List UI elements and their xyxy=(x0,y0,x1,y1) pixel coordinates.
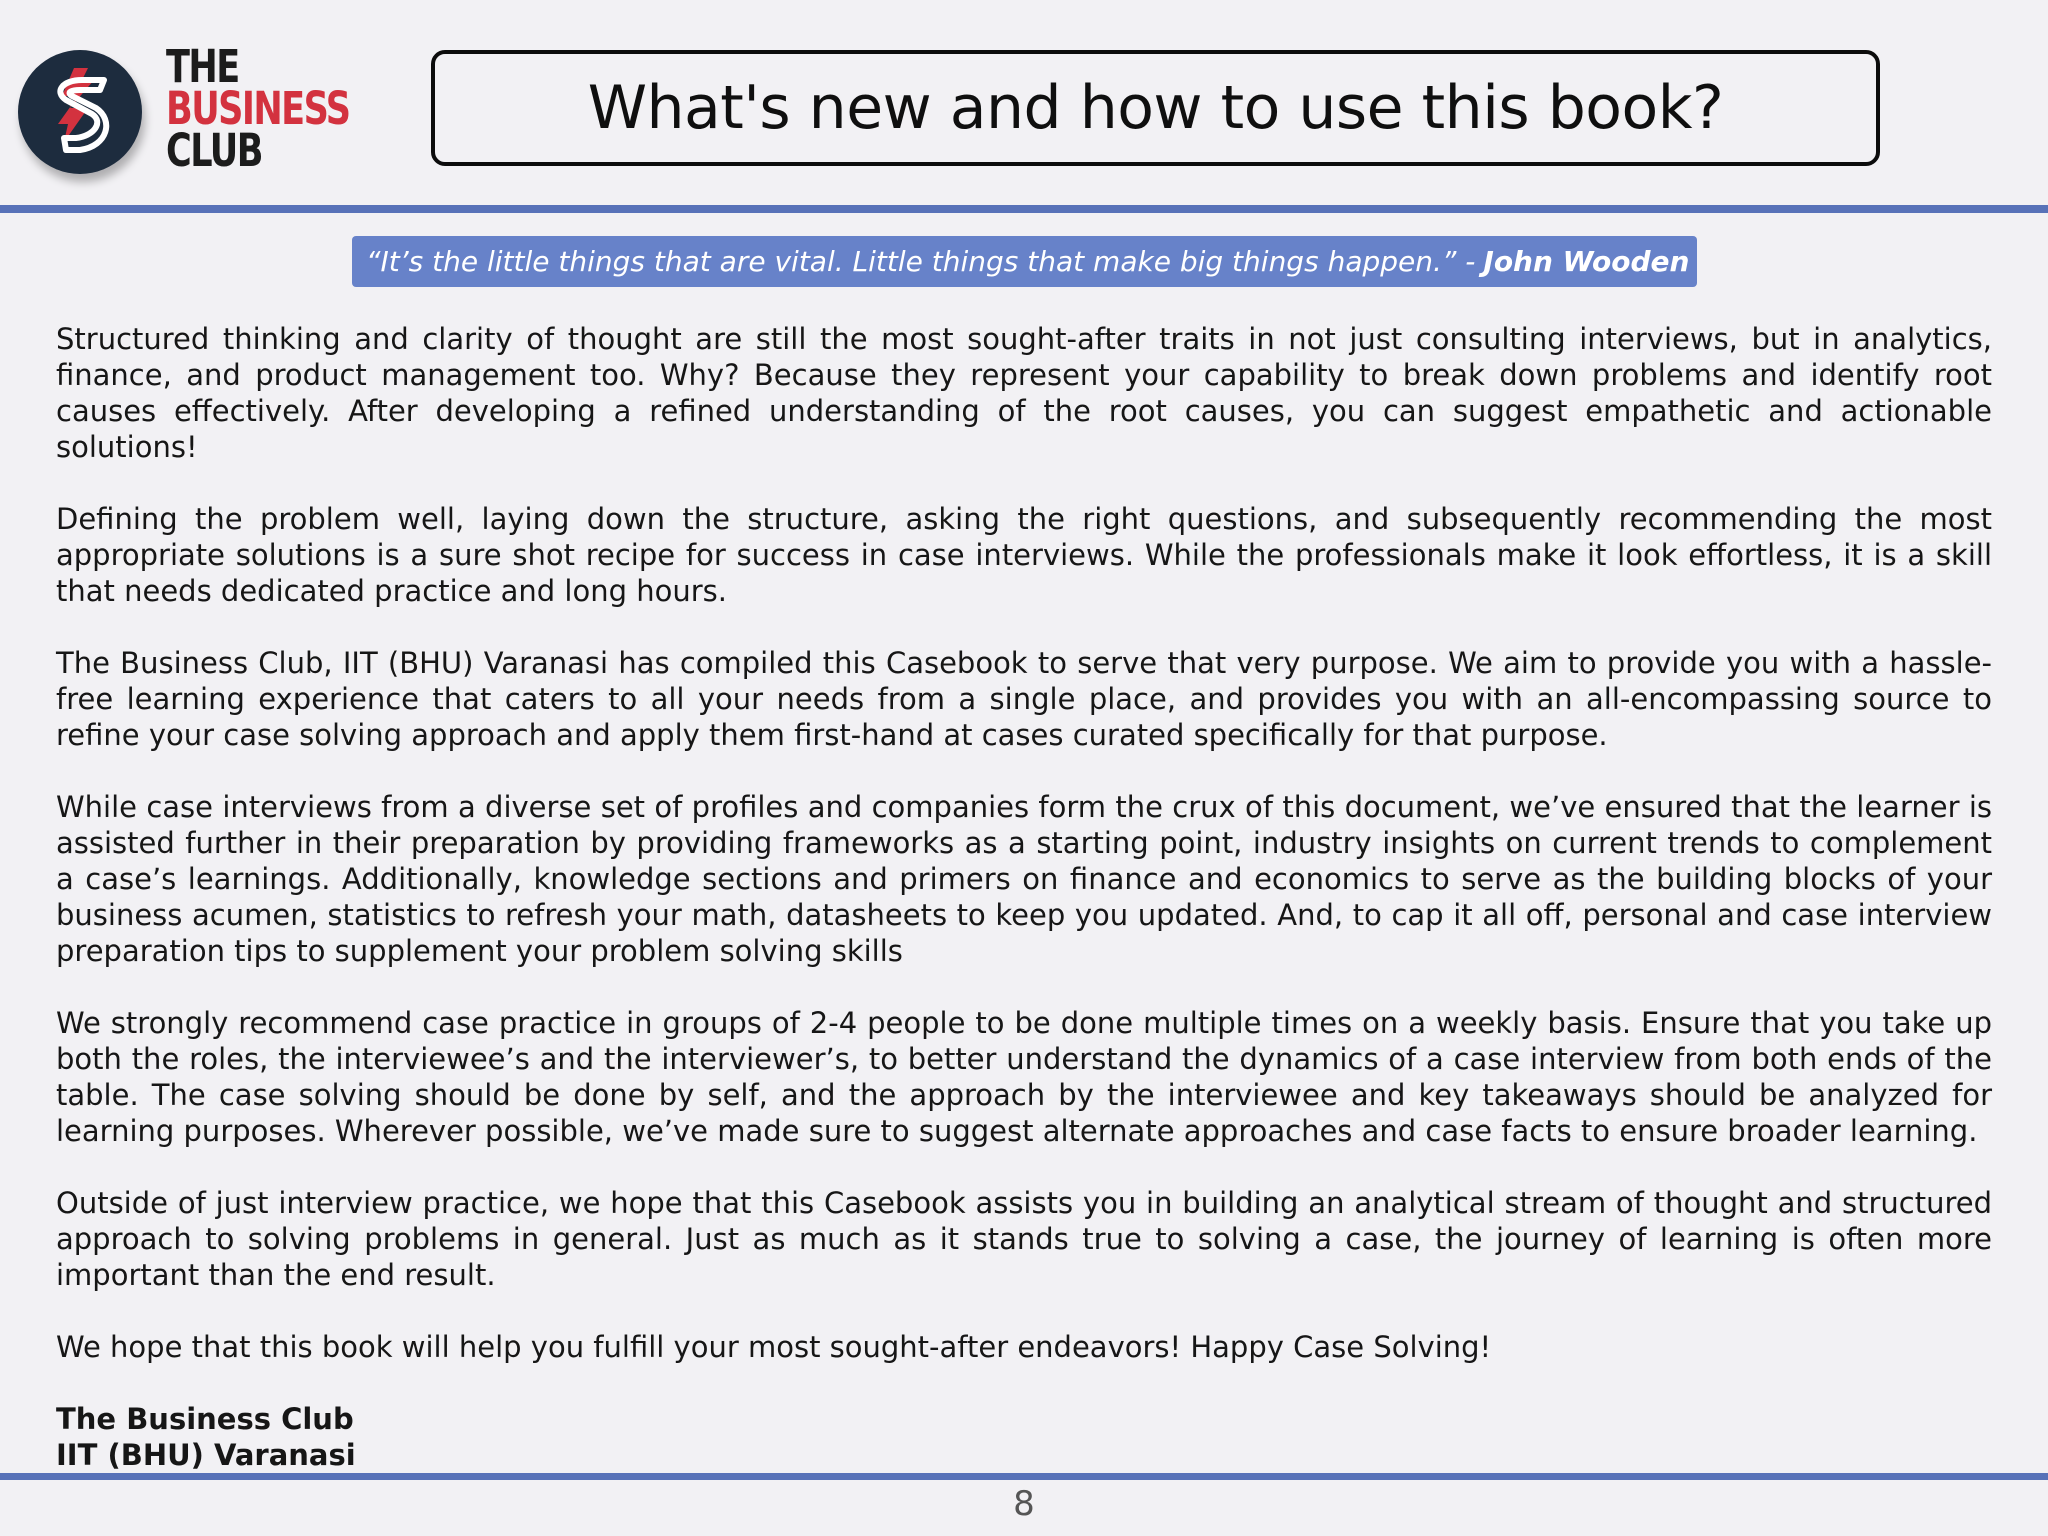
page-title: What's new and how to use this book? xyxy=(587,73,1724,143)
paragraph: We strongly recommend case practice in groups of 2-4 people to be done multiple times on a weekly basis. Ensure that you take up both the roles, the interviewee’s and the interviewer’s, to better understand the dynamics of a case interview from both ends of the table. The case solving should be done by self, and the approach by the interviewee and key takeaways should be analyzed for learning purposes. Wherever possible, we’ve made sure to suggest alternate approaches and case facts to ensure broader learning. xyxy=(56,1006,1992,1148)
paragraph: Outside of just interview practice, we hope that this Casebook assists you in building an analytical stream of thought and structured approach to solving problems in general. Just as much as it stands true to solving a case, the journey of learning is often more important than the end result. xyxy=(56,1186,1992,1292)
signature-institute: IIT (BHU) Varanasi xyxy=(56,1438,356,1472)
paragraph: The Business Club, IIT (BHU) Varanasi has compiled this Casebook to serve that very purpose. We aim to provide you with a hassle-free learning experience that caters to all your needs from a single place, and provides you with an all-encompassing source to refine your case solving approach and apply them first-hand at cases curated specifically for that purpose. xyxy=(56,646,1992,752)
business-club-logo xyxy=(14,40,350,184)
paragraph: We hope that this book will help you fulfill your most sought-after endeavors! Happy Case Solving! xyxy=(56,1330,1492,1364)
quote-text: “It’s the little things that are vital. Little things that make big things happen.” - xyxy=(366,245,1476,278)
header-divider xyxy=(0,205,2048,213)
signature xyxy=(56,1401,1992,1473)
logo-word-business: BUSINESS xyxy=(166,82,350,135)
paragraph: While case interviews from a diverse set of profiles and companies form the crux of this document, we’ve ensured that the learner is assisted further in their preparation by providing frameworks as a starting point, industry insights on current trends to complement a case’s learnings. Additionally, knowledge sections and primers on finance and economics to serve as the building blocks of your business acumen, statistics to refresh your math, datasheets to keep you updated. And, to cap it all off, personal and case interview preparation tips to supplement your problem solving skills xyxy=(56,790,1992,968)
business-club-emblem-icon xyxy=(18,50,142,174)
page-number: 8 xyxy=(1013,1484,1035,1524)
quote-banner xyxy=(352,236,1697,287)
body-content xyxy=(56,321,1992,1473)
page-title-box xyxy=(431,50,1880,166)
paragraph: Defining the problem well, laying down the structure, asking the right questions, and subsequently recommending the most appropriate solutions is a sure shot recipe for success in case interviews. While the professionals make it look effortless, it is a skill that needs dedicated practice and long hours. xyxy=(56,502,1992,608)
paragraph: Structured thinking and clarity of thought are still the most sought-after traits in not just consulting interviews, but in analytics, finance, and product management too. Why? Because they represent your capability to break down problems and identify root causes effectively. After developing a refined understanding of the root causes, you can suggest empathetic and actionable solutions! xyxy=(56,322,1992,464)
logo-wordmark xyxy=(166,40,350,177)
footer-divider xyxy=(0,1473,2048,1480)
logo-word-the: THE xyxy=(166,40,239,93)
quote-author: John Wooden xyxy=(1483,245,1690,278)
signature-org: The Business Club xyxy=(56,1402,354,1436)
logo-word-club: CLUB xyxy=(166,124,262,177)
